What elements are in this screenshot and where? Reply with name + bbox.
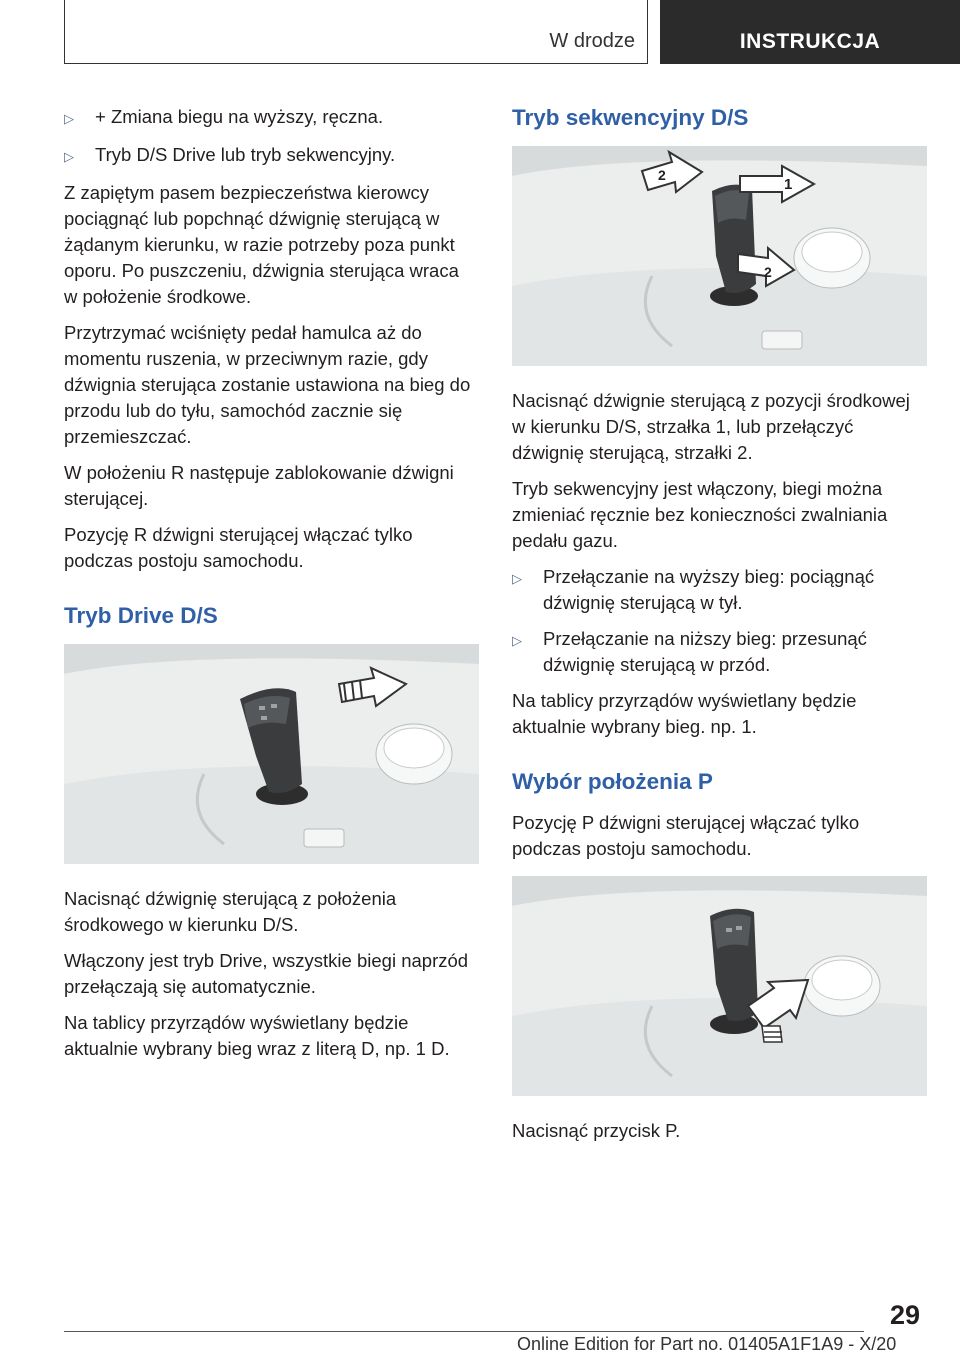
gear-selector-park-image — [512, 876, 927, 1096]
paragraph: Tryb sekwencyjny jest włączony, biegi można zmieniać ręcznie bez konieczności zwalniania pedału gazu. — [512, 478, 888, 551]
list-item-text: + Zmiana biegu na wyższy, ręczna. — [95, 106, 384, 127]
paragraph: W położeniu R następuje zablokowanie dźwigni sterującej. — [64, 462, 454, 509]
paragraph: Nacisnąć dźwignie sterującą z pozycji środkowej w kierunku D/S, strzałka 1, lub przełączyć dźwignię sterującą, strzałki 2. — [512, 390, 910, 463]
list-item — [64, 104, 477, 132]
footer-divider — [64, 1331, 864, 1332]
list-item — [512, 626, 925, 678]
list-item-text: Przełączanie na wyższy bieg: pociągnąć dźwignię sterującą w tył. — [543, 566, 875, 613]
bullet-triangle-icon: ▷ — [64, 149, 74, 164]
left-column — [64, 100, 477, 1072]
bullet-triangle-icon: ▷ — [64, 111, 74, 126]
figure-label-arrow-1: 1 — [784, 176, 793, 193]
figure-label-arrow-2-bottom: 2 — [764, 264, 772, 280]
header-chapter-tab — [660, 0, 960, 64]
bullet-triangle-icon: ▷ — [512, 633, 522, 648]
gear-selector-drive-image — [64, 644, 479, 864]
paragraph: Na tablicy przyrządów wyświetlany będzie aktualnie wybrany bieg wraz z literą D, np. 1 D. — [64, 1012, 450, 1059]
paragraph: Włączony jest tryb Drive, wszystkie biegi naprzód przełączają się automatycznie. — [64, 950, 469, 997]
right-column — [512, 100, 925, 1154]
header-section-title: W drodze — [549, 30, 635, 52]
paragraph: Pozycję R dźwigni sterującej włączać tylko podczas postoju samochodu. — [64, 524, 413, 571]
section-heading-drive: Tryb Drive D/S — [64, 603, 218, 628]
paragraph: Nacisnąć przycisk P. — [512, 1120, 681, 1141]
paragraph: Przytrzymać wciśnięty pedał hamulca aż do momentu ruszenia, w przeciwnym razie, gdy dźwignia sterująca zostanie ustawiona na bieg do przodu lub do tyłu, samochód zacznie się przemieszczać. — [64, 322, 471, 447]
paragraph: Na tablicy przyrządów wyświetlany będzie aktualnie wybrany bieg. np. 1. — [512, 690, 857, 737]
paragraph: Z zapiętym pasem bezpieczeństwa kierowcy pociągnąć lub popchnąć dźwignię sterującą w żądanym kierunku, w razie potrzeby poza punkt oporu. Po puszczeniu, dźwignia sterująca wraca w położenie środkowe. — [64, 182, 459, 307]
bullet-triangle-icon: ▷ — [512, 571, 522, 586]
header-section-box — [64, 0, 648, 64]
footer-edition-text: Online Edition for Part no. 01405A1F1A9 - X/20 — [517, 1334, 897, 1354]
list-item-text: Tryb D/S Drive lub tryb sekwencyjny. — [95, 144, 396, 165]
page-number: 29 — [889, 1300, 920, 1330]
figure-label-arrow-2-top: 2 — [658, 167, 666, 183]
list-item — [512, 564, 925, 616]
list-item — [64, 142, 477, 170]
gear-selector-sequential-image — [512, 146, 927, 366]
header-chapter-title: INSTRUKCJA — [739, 30, 881, 53]
list-item-text: Przełączanie na niższy bieg: przesunąć dźwignię sterującą w przód. — [543, 628, 867, 675]
section-heading-park: Wybór położenia P — [512, 769, 713, 794]
paragraph: Nacisnąć dźwignię sterującą z położenia środkowego w kierunku D/S. — [64, 888, 397, 935]
paragraph: Pozycję P dźwigni sterującej włączać tylko podczas postoju samochodu. — [512, 812, 860, 859]
section-heading-sequential: Tryb sekwencyjny D/S — [512, 105, 749, 130]
